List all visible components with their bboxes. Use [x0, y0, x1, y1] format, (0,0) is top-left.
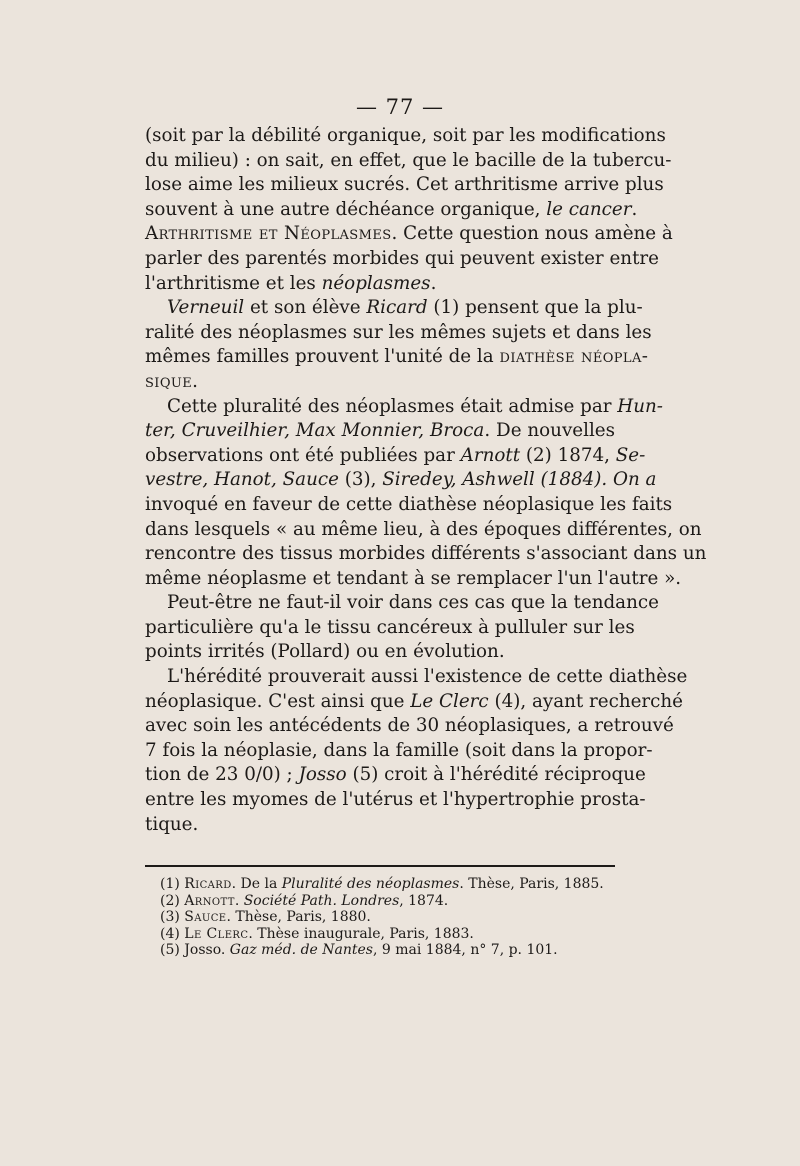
- text-line: L'hérédité prouverait aussi l'existence de cette diathèse: [167, 666, 688, 688]
- text-line: néoplasique. C'est ainsi que Le Clerc (4), ayant recherché: [145, 690, 683, 712]
- text-line: vestre, Hanot, Sauce (3), Siredey, Ashwell (1884). On a: [145, 469, 657, 491]
- text-line: souvent à une autre déchéance organique, le cancer.: [145, 198, 638, 220]
- text-line: ter, Cruveilhier, Max Monnier, Broca. De nouvelles: [145, 420, 615, 442]
- text-line: ralité des néoplasmes sur les mêmes sujets et dans les: [145, 321, 652, 343]
- text-line: mêmes familles prouvent l'unité de la diathèse néopla-: [145, 346, 649, 368]
- footnotes: [160, 876, 610, 959]
- text-line: même néoplasme et tendant à se remplacer l'un l'autre ».: [145, 567, 682, 589]
- text-line: lose aime les milieux sucrés. Cet arthritisme arrive plus: [145, 174, 664, 196]
- body-text: [145, 124, 707, 837]
- text-line: sique.: [145, 370, 198, 392]
- footnote: (4) Le Clerc. Thèse inaugurale, Paris, 1883.: [160, 925, 474, 942]
- text-line: Verneuil et son élève Ricard (1) pensent que la plu-: [167, 297, 643, 319]
- footnote: (3) Sauce. Thèse, Paris, 1880.: [160, 909, 371, 926]
- text-line: l'arthritisme et les néoplasmes.: [145, 272, 437, 294]
- footnote: (2) Arnott. Société Path. Londres, 1874.: [160, 892, 449, 909]
- author-name: Le Clerc: [410, 690, 489, 712]
- author-name: Ricard: [366, 297, 428, 319]
- text-line: particulière qu'a le tissu cancéreux à pulluler sur les: [145, 616, 635, 638]
- text-line: observations ont été publiées par Arnott (2) 1874, Se-: [145, 444, 646, 466]
- section-heading-line: Arthritisme et Néoplasmes. Cette question nous amène à: [145, 223, 673, 245]
- text-line: du milieu) : on sait, en effet, que le bacille de la tubercu-: [145, 149, 672, 171]
- author-names: ter, Cruveilhier, Max Monnier, Broca: [145, 420, 485, 442]
- author-name: Se-: [615, 444, 646, 466]
- footnote-author: Arnott: [184, 892, 235, 909]
- section-heading: Arthritisme et Néoplasmes: [145, 223, 392, 245]
- footnote: (5) Josso. Gaz méd. de Nantes, 9 mai 1884, n° 7, p. 101.: [160, 942, 558, 959]
- footnote-author: Le Clerc: [184, 925, 249, 942]
- footnote-divider: [145, 865, 615, 867]
- text-line: dans lesquels « au même lieu, à des époques différentes, on: [145, 518, 702, 540]
- footnote: (1) Ricard. De la Pluralité des néoplasmes. Thèse, Paris, 1885.: [160, 876, 604, 892]
- text-line: tion de 23 0/0) ; Josso (5) croit à l'hérédité réciproque: [145, 764, 646, 786]
- text-line: Cette pluralité des néoplasmes était admise par Hun-: [167, 395, 663, 417]
- text-line: rencontre des tissus morbides différents s'associant dans un: [145, 543, 707, 565]
- text-line: avec soin les antécédents de 30 néoplasiques, a retrouvé: [145, 715, 674, 737]
- author-name: Verneuil: [167, 297, 245, 319]
- footnote-author: Josso: [184, 942, 221, 959]
- footnote-author: Ricard: [184, 876, 232, 892]
- text-line: invoqué en faveur de cette diathèse néoplasique les faits: [145, 493, 673, 515]
- footnote-author: Sauce: [184, 909, 227, 926]
- page-number: — 77 —: [355, 95, 445, 119]
- text-line: tique.: [145, 813, 199, 835]
- text-line: 7 fois la néoplasie, dans la famille (soit dans la propor-: [145, 739, 653, 761]
- author-names: vestre, Hanot, Sauce: [145, 469, 339, 491]
- author-name: Arnott: [460, 444, 521, 466]
- small-caps-term: sique: [145, 370, 193, 392]
- text-line: (soit par la débilité organique, soit par les modifications: [145, 125, 666, 146]
- italic-term: néoplasmes: [321, 272, 431, 294]
- author-names: Siredey, Ashwell (1884). On a: [382, 469, 657, 491]
- author-name: Josso: [298, 764, 347, 786]
- text-line: parler des parentés morbides qui peuvent exister entre: [145, 247, 659, 269]
- italic-term: le cancer: [546, 198, 632, 220]
- text-line: Peut-être ne faut-il voir dans ces cas que la tendance: [167, 592, 659, 614]
- text-line: points irrités (Pollard) ou en évolution.: [145, 641, 505, 663]
- small-caps-term: diathèse néopla-: [499, 346, 649, 368]
- text-line: entre les myomes de l'utérus et l'hypertrophie prosta-: [145, 789, 646, 811]
- author-name: Hun-: [617, 395, 663, 417]
